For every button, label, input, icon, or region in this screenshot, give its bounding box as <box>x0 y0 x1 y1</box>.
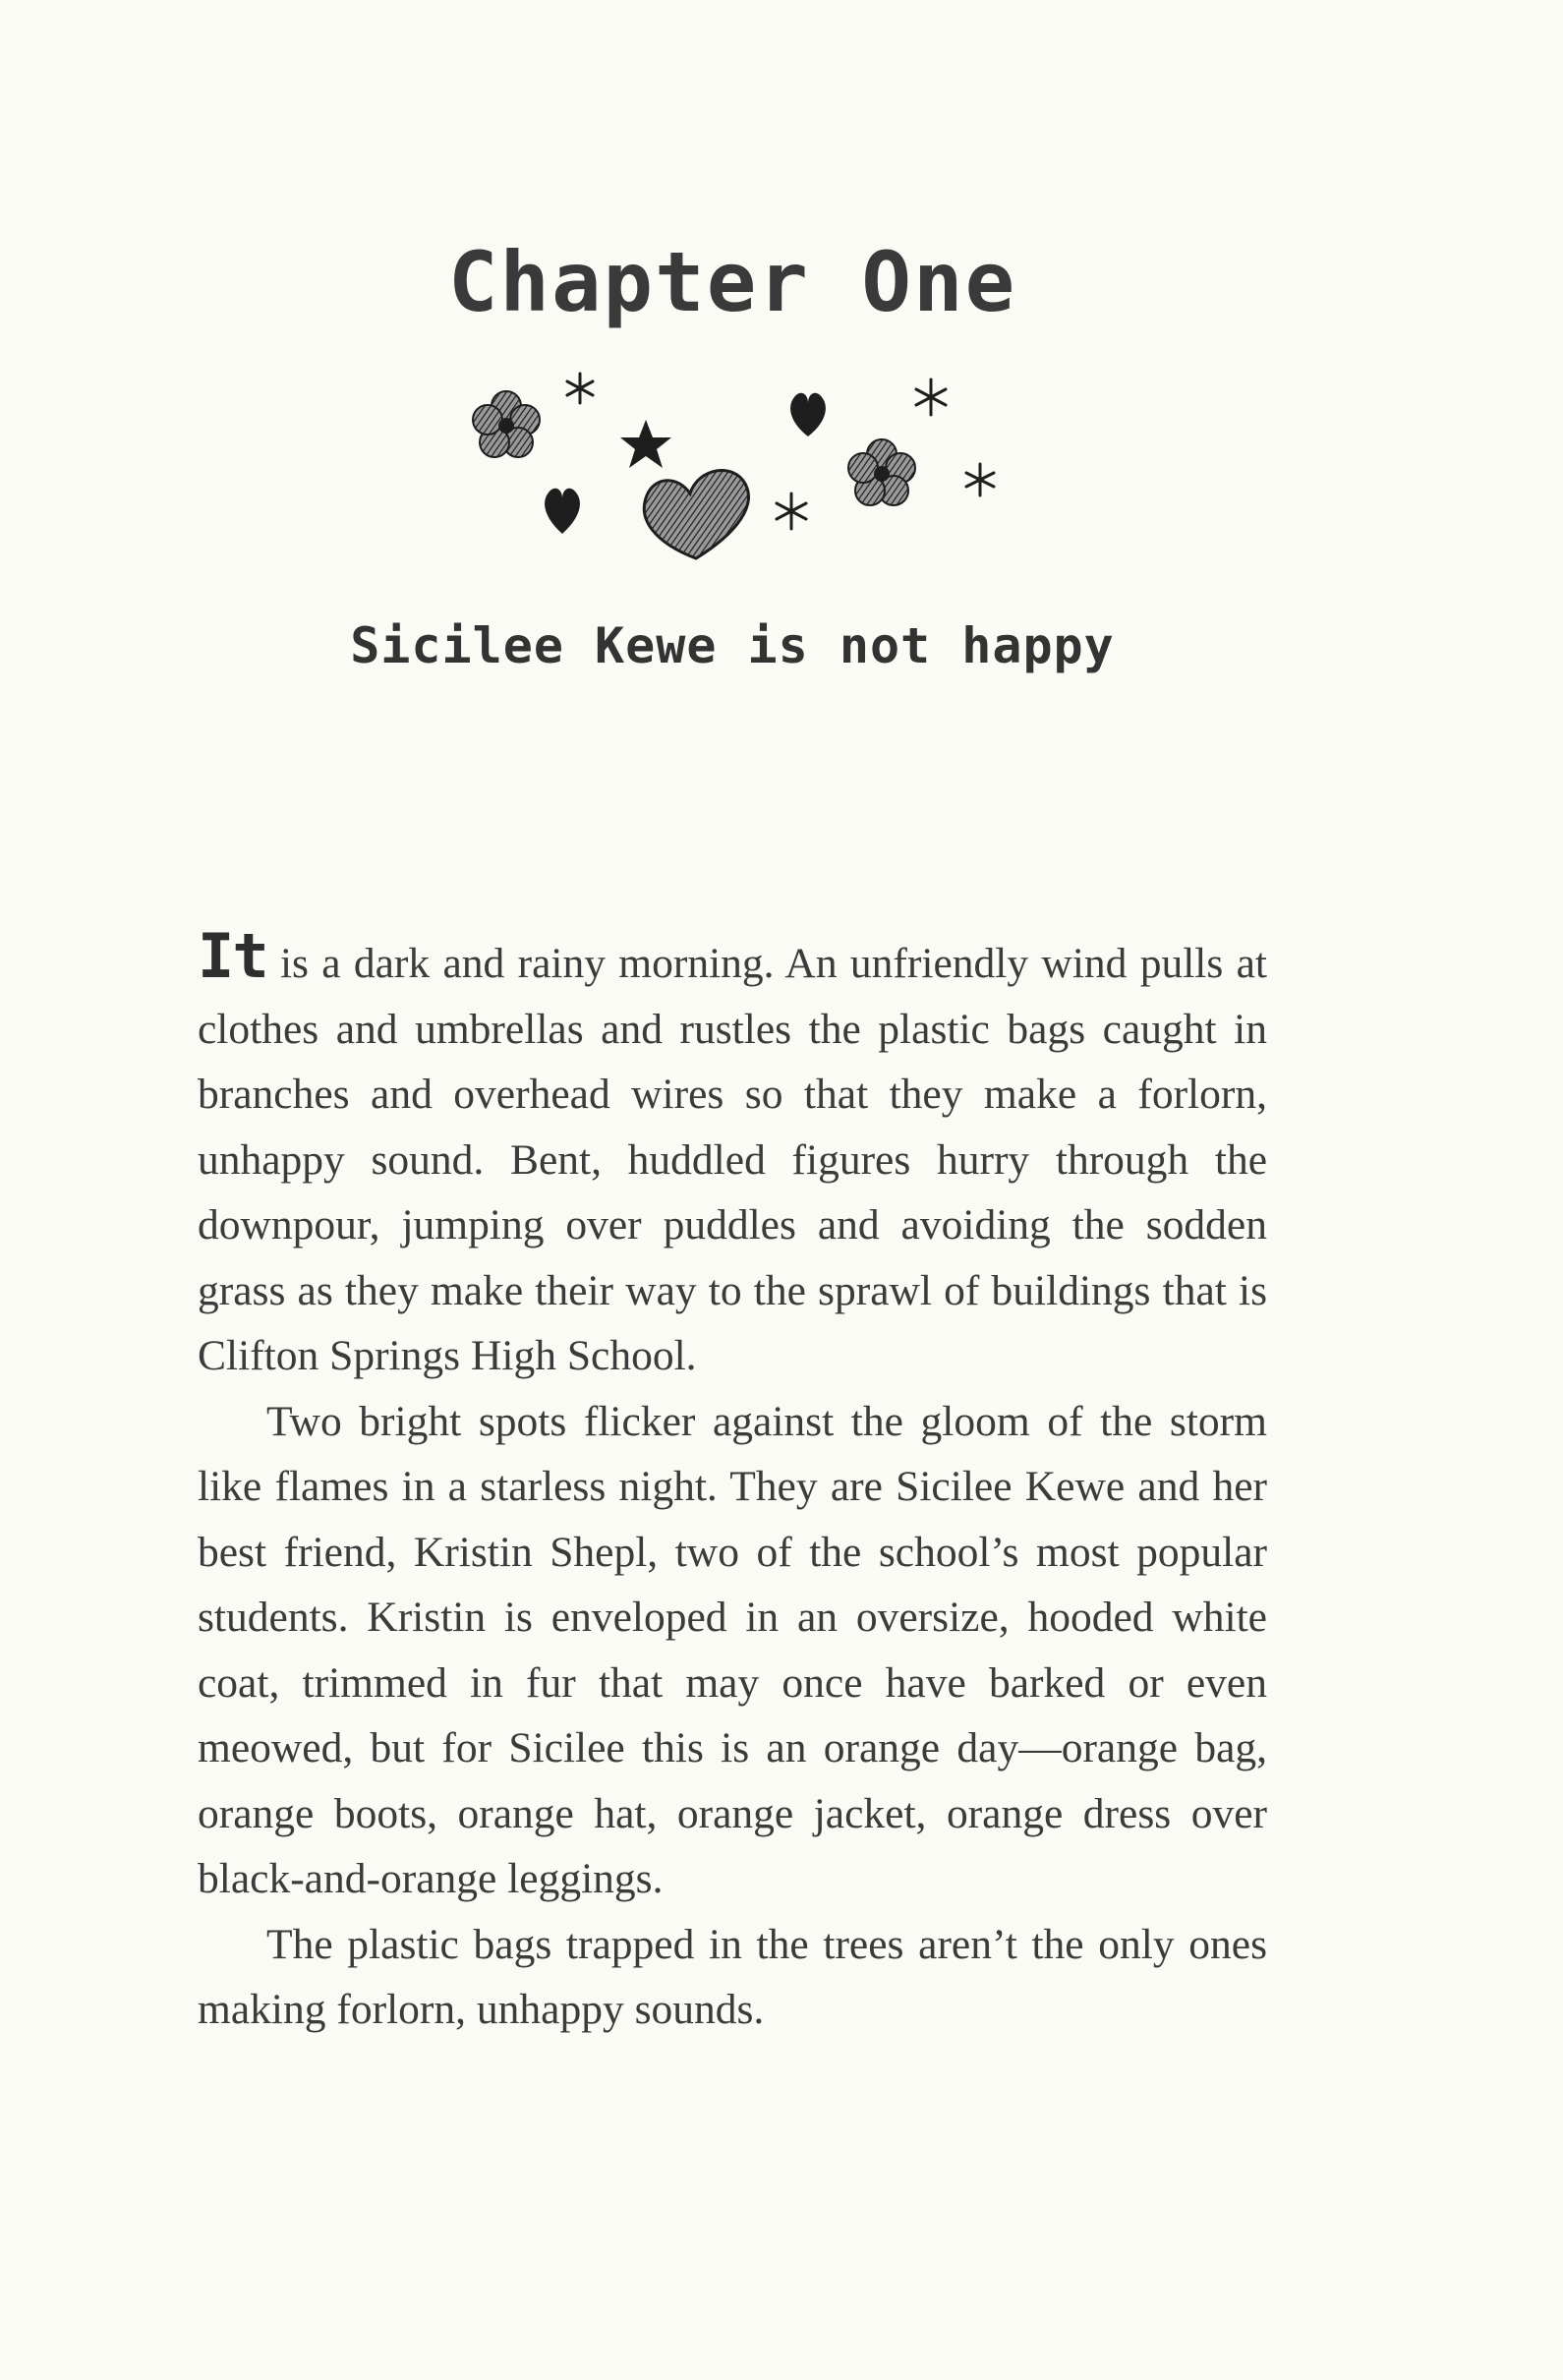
paragraph-text: is a dark and rainy morning. An unfriendly wind pulls at clothes and umbrellas and rustles the plastic bags caught in branches and overhead wires so that they make a forlorn, unhappy sound. Bent, huddled figures hurry through the downpour, jumping over puddles and avoiding the sodden grass as they make their way to the sprawl of buildings that is Clifton Springs High School. <box>198 940 1267 1379</box>
chapter-title: Chapter One <box>447 234 1017 330</box>
paragraph: The plastic bags trapped in the trees aren’t the only ones making forlorn, unhappy sounds. <box>198 1920 1267 2033</box>
flower-icon <box>473 391 540 457</box>
heart-icon <box>790 393 826 436</box>
lead-word: It <box>198 920 267 992</box>
asterisk-icon <box>916 379 946 415</box>
paragraph <box>198 920 1267 1389</box>
body-text <box>198 920 1267 2043</box>
asterisk-icon <box>966 464 994 495</box>
doodle-ornament <box>452 364 1042 580</box>
asterisk-icon <box>777 493 806 529</box>
asterisk-icon <box>567 374 593 403</box>
star-icon <box>620 420 671 468</box>
paragraph: Two bright spots flicker against the gloom of the storm like flames in a starless night. They are Sicilee Kewe and her best friend, Kristin Shepl, two of the school’s most popular students. Kristin is enveloped in an oversize, hooded white coat, trimmed in fur that may once have barked or even meowed, but for Sicilee this is an orange day—orange bag, orange boots, orange hat, orange jacket, orange dress over black-and-orange leggings. <box>198 1397 1267 1902</box>
flower-icon <box>848 439 915 505</box>
chapter-subtitle: Sicilee Kewe is not happy <box>350 617 1115 674</box>
heart-icon <box>644 471 748 558</box>
heart-icon <box>545 489 580 534</box>
